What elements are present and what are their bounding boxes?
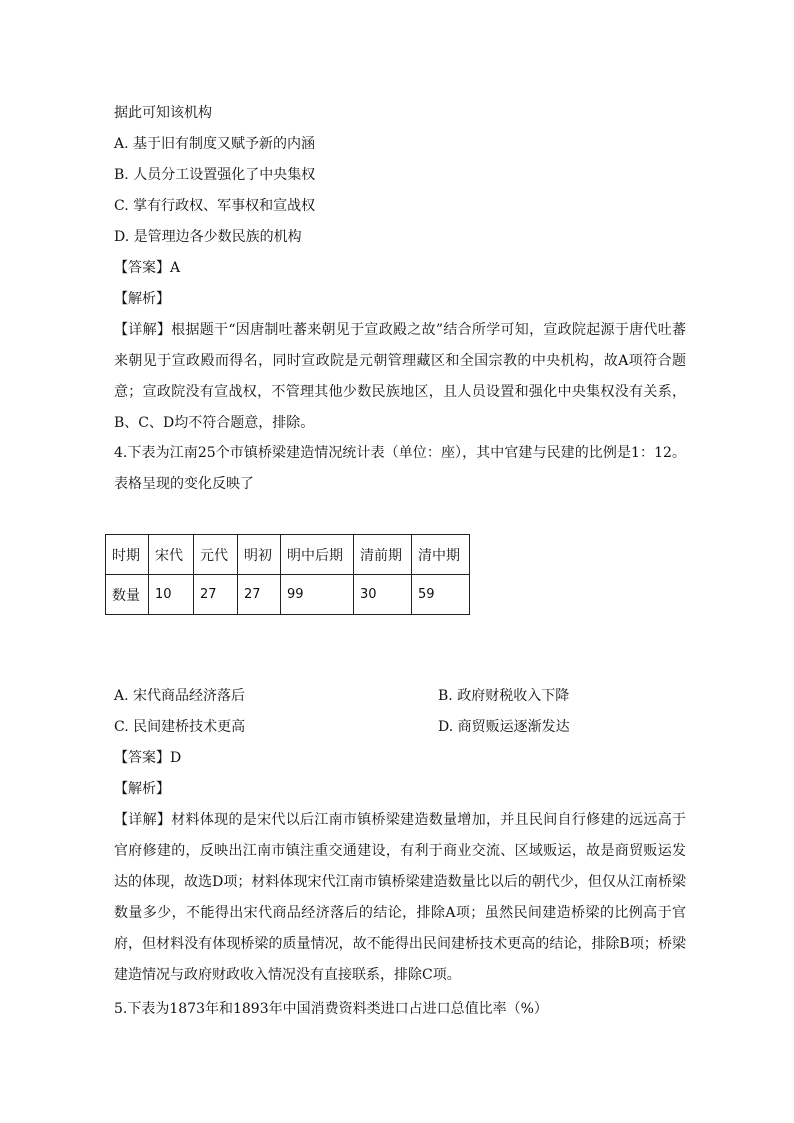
q4-stem: 4.下表为江南25个市镇桥梁建造情况统计表（单位：座），其中官建与民建的比例是1：12。表格呈现的变化反映了 — [114, 445, 686, 492]
table-cell: 59 — [412, 575, 470, 615]
table-header-cell: 宋代 — [149, 535, 194, 575]
q3-option-c: C. 掌有行政权、军事权和宣战权 — [114, 198, 316, 214]
q4-bridge-table — [105, 534, 470, 615]
q4-option-a: A. 宋代商品经济落后 — [114, 688, 246, 704]
q3-stem-tail: 据此可知该机构 — [114, 105, 212, 121]
q3-answer: 【答案】A — [114, 260, 181, 276]
q3-option-a: A. 基于旧有制度又赋予新的内涵 — [114, 136, 316, 152]
q3-option-d: D. 是管理边各少数民族的机构 — [114, 229, 302, 245]
table-header-cell: 明初 — [238, 535, 281, 575]
table-cell: 数量 — [106, 575, 149, 615]
table-header-cell: 清中期 — [412, 535, 470, 575]
table-cell: 27 — [194, 575, 238, 615]
table-header-cell: 时期 — [106, 535, 149, 575]
q4-analysis-label: 【解析】 — [114, 781, 170, 797]
q4-option-d: D. 商贸贩运逐渐发达 — [438, 719, 570, 735]
table-header-cell: 清前期 — [354, 535, 412, 575]
q4-answer: 【答案】D — [114, 750, 182, 766]
q3-option-b: B. 人员分工设置强化了中央集权 — [114, 167, 316, 183]
q4-option-b: B. 政府财税收入下降 — [438, 688, 570, 704]
table-header-cell: 元代 — [194, 535, 238, 575]
q5-stem: 5.下表为1873年和1893年中国消费资料类进口占进口总值比率（%） — [114, 1001, 548, 1017]
table-cell: 10 — [149, 575, 194, 615]
q3-detail: 【详解】根据题干“因唐制吐蕃来朝见于宣政殿之故”结合所学可知，宣政院起源于唐代吐蕃来朝见于宣政殿而得名，同时宣政院是元朝管理藏区和全国宗教的中央机构，故A项符合题意；宣政院没有宣战权，不管理其他少数民族地区，且人员设置和强化中央集权没有关系，B、C、D均不符合题意，排除。 — [114, 322, 686, 431]
q4-detail: 【详解】材料体现的是宋代以后江南市镇桥梁建造数量增加，并且民间自行修建的远远高于官府修建的，反映出江南市镇注重交通建设，有利于商业交流、区域贩运，故是商贸贩运发达的体现，故选D项；材料体现宋代江南市镇桥梁建造数量比以后的朝代少，但仅从江南桥梁数量多少，不能得出宋代商品经济落后的结论，排除A项；虽然民间建造桥梁的比例高于官府，但材料没有体现桥梁的质量情况，故不能得出民间建桥技术更高的结论，排除B项；桥梁建造情况与政府财政收入情况没有直接联系，排除C项。 — [114, 812, 686, 983]
table-cell: 99 — [281, 575, 354, 615]
table-row — [106, 575, 470, 615]
table-header-row — [106, 535, 470, 575]
table-cell: 27 — [238, 575, 281, 615]
table-cell: 30 — [354, 575, 412, 615]
q3-analysis-label: 【解析】 — [114, 291, 170, 307]
q4-option-c: C. 民间建桥技术更高 — [114, 719, 246, 735]
table-header-cell: 明中后期 — [281, 535, 354, 575]
